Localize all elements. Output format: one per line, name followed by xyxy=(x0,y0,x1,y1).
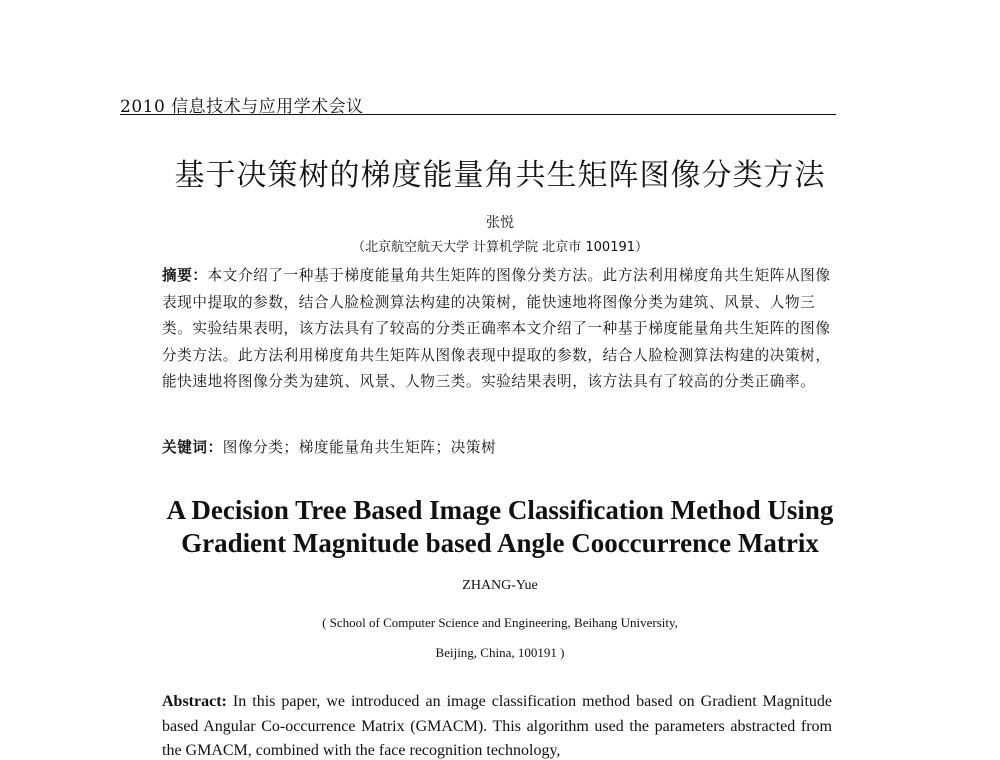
header-rule xyxy=(120,114,836,115)
en-author: ZHANG-Yue xyxy=(462,578,538,593)
en-title-line2: Gradient Magnitude based Angle Cooccurrence Matrix xyxy=(181,528,819,558)
conference-header: 2010 信息技术与应用学术会议 xyxy=(120,97,364,117)
en-abstract xyxy=(162,690,832,760)
cn-affiliation: （北京航空航天大学 计算机学院 北京市 100191） xyxy=(351,240,649,255)
cn-keywords xyxy=(162,436,838,457)
cn-abstract-label: 摘要： xyxy=(162,267,208,284)
cn-title: 基于决策树的梯度能量角共生矩阵图像分类方法 xyxy=(174,158,826,193)
cn-keywords-label: 关键词： xyxy=(162,439,223,456)
cn-author: 张悦 xyxy=(486,215,514,231)
cn-abstract-text: 本文介绍了一种基于梯度能量角共生矩阵的图像分类方法。此方法利用梯度角共生矩阵从图像表现中提取的参数，结合人脸检测算法构建的决策树，能快速地将图像分类为建筑、风景、人物三类。实验结果表明，该方法具有了较高的分类正确率本文介绍了一种基于梯度能量角共生矩阵的图像分类方法。此方法利用梯度角共生矩阵从图像表现中提取的参数，结合人脸检测算法构建的决策树，能快速地将图像分类为建筑、风景、人物三类。实验结果表明，该方法具有了较高的分类正确率。 xyxy=(162,267,831,390)
en-abstract-text: In this paper, we introduced an image classification method based on Gradient Magnitude based Angular Co-occurrence Matrix (GMACM). This algorithm used the parameters abstracted from the GMACM, combined with the face recognition technology, xyxy=(162,693,832,759)
en-title-line1: A Decision Tree Based Image Classification Method Using xyxy=(166,495,834,525)
en-affiliation-line1: ( School of Computer Science and Engineering, Beihang University, xyxy=(322,615,678,630)
cn-abstract xyxy=(162,263,838,396)
en-abstract-label: Abstract: xyxy=(162,693,227,710)
cn-keywords-text: 图像分类；梯度能量角共生矩阵；决策树 xyxy=(222,439,497,456)
en-title xyxy=(0,494,1000,560)
en-affiliation-line2: Beijing, China, 100191 ) xyxy=(435,645,565,660)
